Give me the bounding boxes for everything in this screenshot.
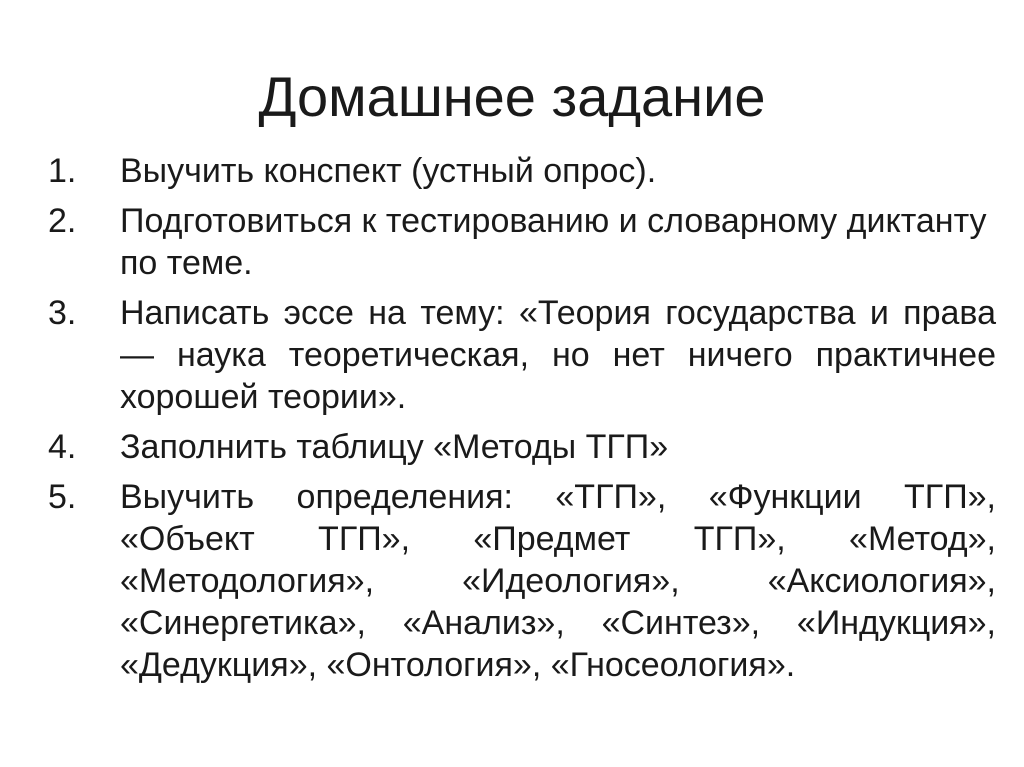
item-text: Подготовиться к тестированию и словарному диктанту по теме. (120, 202, 987, 282)
item-text: Выучить конспект (устный опрос). (120, 152, 657, 190)
homework-item-3 (48, 292, 996, 418)
homework-list (48, 150, 996, 694)
item-number: 2. (48, 202, 77, 240)
item-number: 1. (48, 152, 77, 190)
item-text: Написать эссе на тему: «Теория государства и права — наука теоретическая, но нет ничего практичнее хорошей теории». (120, 294, 996, 416)
item-text: Заполнить таблицу «Методы ТГП» (120, 428, 669, 466)
homework-item-4 (48, 426, 996, 468)
homework-item-5 (48, 476, 996, 686)
homework-item-1 (48, 150, 996, 192)
item-number: 3. (48, 294, 77, 332)
item-text: Выучить определения: «ТГП», «Функции ТГП», «Объект ТГП», «Предмет ТГП», «Метод», «Методология», «Идеология», «Аксиология», «Синергетика», «Анализ», «Синтез», «Индукция», «Дедукция», «Онтология», «Гносеология». (120, 478, 996, 684)
homework-item-2 (48, 200, 996, 284)
item-number: 4. (48, 428, 77, 466)
item-number: 5. (48, 478, 77, 516)
slide-title: Домашнее задание (258, 65, 766, 128)
